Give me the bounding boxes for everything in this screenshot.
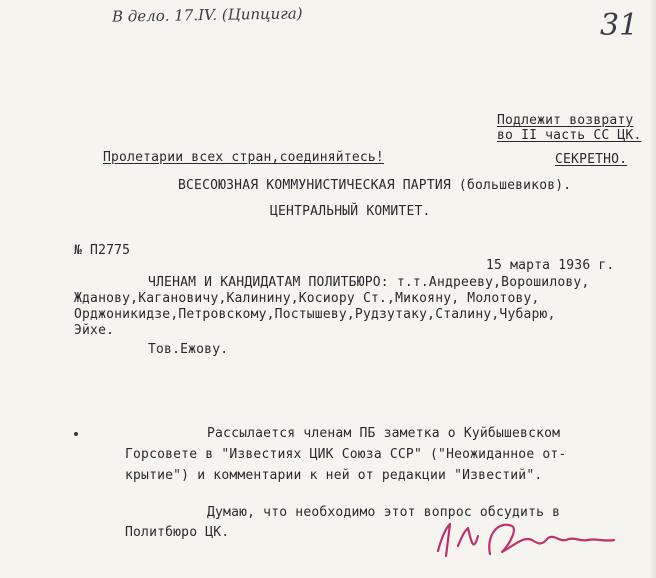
- signature: [428, 506, 628, 566]
- recipients-extra: Тов.Ежову.: [148, 342, 229, 357]
- body-line4: Думаю, что необходимо этот вопрос обсудить в: [207, 505, 561, 520]
- margin-dot: [74, 432, 78, 436]
- body-line5: Политбюро ЦК.: [125, 525, 230, 540]
- committee-name: ЦЕНТРАЛЬНЫЙ КОМИТЕТ.: [270, 204, 431, 219]
- return-notice-line1: Подлежит возврату: [497, 113, 634, 128]
- body-line3: крытие") и комментарии к ней от редакции "Известий".: [125, 468, 543, 483]
- party-name: ВСЕСОЮЗНАЯ КОММУНИСТИЧЕСКАЯ ПАРТИЯ (большевиков).: [178, 178, 572, 193]
- slogan: Пролетарии всех стран,соединяйтесь!: [103, 150, 384, 165]
- recipients-line4: Эйхе.: [74, 323, 115, 338]
- body-line1: Рассылается членам ПБ заметка о Куйбышевском: [207, 426, 561, 441]
- return-notice-line2: во II часть СС ЦК.: [497, 128, 642, 143]
- body-line2: Горсовете в "Известиях ЦИК Союза ССР" ("Неожиданное от-: [125, 447, 567, 462]
- classification-stamp: СЕКРЕТНО.: [555, 152, 628, 167]
- handwritten-page-number: 31: [600, 8, 639, 43]
- page-edge-shadow: [650, 0, 656, 578]
- document-number: № П2775: [74, 243, 131, 258]
- recipients-line2: Жданову,Кагановичу,Калинину,Косиору Ст.,Микояну, Молотову,: [74, 291, 540, 306]
- handwritten-archive-note: В дело. 17.IV. (Ципцига): [111, 4, 303, 26]
- document-date: 15 марта 1936 г.: [486, 258, 615, 273]
- recipients-line1: ЧЛЕНАМ И КАНДИДАТАМ ПОЛИТБЮРО: т.т.Андрееву,Ворошилову,: [148, 275, 590, 290]
- recipients-line3: Орджоникидзе,Петровскому,Постышеву,Рудзутаку,Сталину,Чубарю,: [74, 307, 556, 322]
